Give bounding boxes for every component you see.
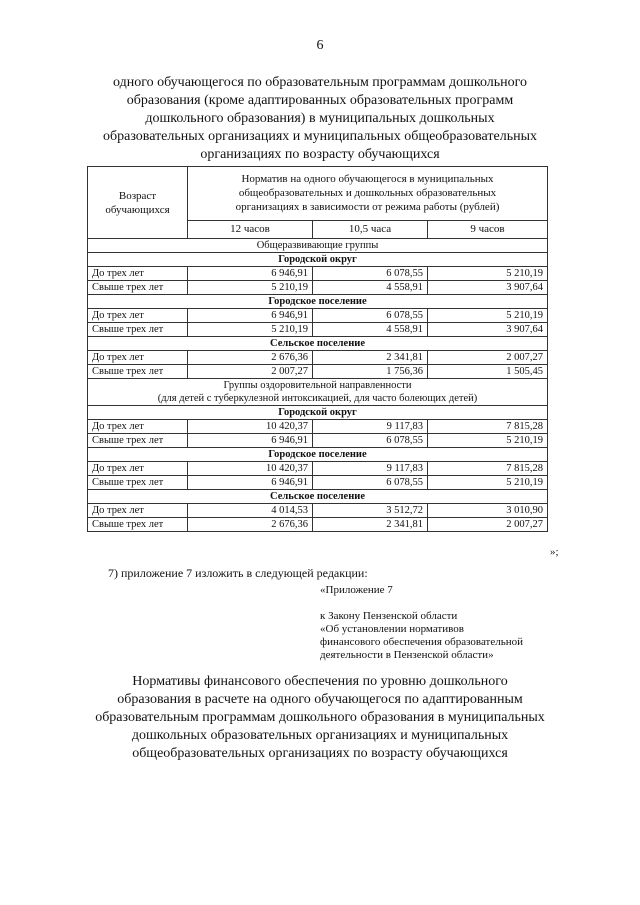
value-cell: 3 907,64 — [428, 281, 548, 295]
table-row — [88, 504, 548, 518]
age-cell: До трех лет — [88, 420, 188, 434]
heading-line: дошкольных образовательных организациях и муниципальных — [131, 728, 509, 743]
value-cell: 5 210,19 — [428, 267, 548, 281]
value-cell: 4 558,91 — [313, 323, 428, 337]
section-title: Городское поселение — [88, 448, 548, 462]
age-cell: Свыше трех лет — [88, 323, 188, 337]
norms-table-container — [87, 166, 547, 532]
value-cell: 6 946,91 — [188, 267, 313, 281]
table-body — [88, 239, 548, 532]
table-row — [88, 281, 548, 295]
value-cell: 5 210,19 — [428, 434, 548, 448]
table-head — [88, 167, 548, 239]
closing-quote: »; — [550, 546, 559, 558]
appendix-title: «Приложение 7 — [320, 584, 393, 596]
value-cell: 10 420,37 — [188, 462, 313, 476]
section-title: Городской округ — [88, 406, 548, 420]
value-cell: 2 007,27 — [428, 351, 548, 365]
age-cell: Свыше трех лет — [88, 434, 188, 448]
norms-table — [87, 166, 548, 532]
heading-line: одного обучающегося по образовательным программам дошкольного — [112, 75, 528, 90]
value-cell: 3 010,90 — [428, 504, 548, 518]
item-7-text: 7) приложение 7 изложить в следующей редакции: — [108, 566, 368, 580]
value-cell: 2 676,36 — [188, 518, 313, 532]
value-cell: 5 210,19 — [428, 476, 548, 490]
value-cell: 6 078,55 — [313, 267, 428, 281]
value-cell: 2 341,81 — [313, 518, 428, 532]
table-row — [88, 462, 548, 476]
table-row — [88, 434, 548, 448]
appendix-block — [320, 584, 570, 662]
heading-line: образовательных организациях и муниципальных общеобразовательных — [103, 129, 537, 144]
value-cell: 6 078,55 — [313, 476, 428, 490]
value-cell: 9 117,83 — [313, 462, 428, 476]
value-cell: 2 341,81 — [313, 351, 428, 365]
group-title-row: Общеразвивающие группы — [88, 239, 548, 253]
age-column-header: Возраст обучающихся — [88, 167, 188, 239]
value-cell: 3 907,64 — [428, 323, 548, 337]
value-cell: 1 756,36 — [313, 365, 428, 379]
value-cell: 6 078,55 — [313, 309, 428, 323]
age-cell: До трех лет — [88, 309, 188, 323]
mode-header-9h: 9 часов — [428, 220, 548, 238]
age-cell: Свыше трех лет — [88, 365, 188, 379]
value-cell: 7 815,28 — [428, 462, 548, 476]
table-row — [88, 420, 548, 434]
value-cell: 2 007,27 — [428, 518, 548, 532]
heading-line: общеобразовательных организациях по возрасту обучающихся — [132, 746, 508, 761]
section-title: Сельское поселение — [88, 490, 548, 504]
table-row — [88, 351, 548, 365]
mode-header-12h: 12 часов — [188, 220, 313, 238]
section-title: Сельское поселение — [88, 337, 548, 351]
value-cell: 6 946,91 — [188, 309, 313, 323]
value-cell: 5 210,19 — [188, 281, 313, 295]
table-row — [88, 323, 548, 337]
value-cell: 6 946,91 — [188, 434, 313, 448]
value-cell: 5 210,19 — [188, 323, 313, 337]
appendix-line: «Об установлении нормативов — [320, 623, 464, 635]
norm-column-header: Норматив на одного обучающегося в муниципальных общеобразовательных и дошкольных образовательных организациях в зависимости от режима работы (рублей) — [188, 167, 548, 221]
table-row — [88, 365, 548, 379]
value-cell: 9 117,83 — [313, 420, 428, 434]
section-title: Городской округ — [88, 253, 548, 267]
heading-line: дошкольного образования) в муниципальных дошкольных — [145, 111, 495, 126]
value-cell: 4 558,91 — [313, 281, 428, 295]
table-row — [88, 267, 548, 281]
heading-line: образования в расчете на одного обучающегося по адаптированным — [117, 692, 523, 707]
age-cell: До трех лет — [88, 504, 188, 518]
value-cell: 6 078,55 — [313, 434, 428, 448]
value-cell: 6 946,91 — [188, 476, 313, 490]
appendix-line: к Закону Пензенской области — [320, 610, 458, 622]
heading-line: образования (кроме адаптированных образовательных программ — [126, 93, 514, 108]
age-cell: До трех лет — [88, 462, 188, 476]
page-number: 6 — [316, 38, 324, 53]
age-cell: Свыше трех лет — [88, 281, 188, 295]
appendix-line: финансового обеспечения образовательной — [320, 636, 524, 648]
age-cell: Свыше трех лет — [88, 476, 188, 490]
age-cell: До трех лет — [88, 267, 188, 281]
value-cell: 1 505,45 — [428, 365, 548, 379]
heading-line: Нормативы финансового обеспечения по уровню дошкольного — [132, 674, 508, 689]
age-cell: Свыше трех лет — [88, 518, 188, 532]
section-title: Городское поселение — [88, 295, 548, 309]
appendix-line: деятельности в Пензенской области» — [320, 649, 494, 661]
value-cell: 7 815,28 — [428, 420, 548, 434]
value-cell: 3 512,72 — [313, 504, 428, 518]
bottom-heading — [70, 673, 570, 763]
value-cell: 5 210,19 — [428, 309, 548, 323]
value-cell: 4 014,53 — [188, 504, 313, 518]
table-row — [88, 309, 548, 323]
value-cell: 10 420,37 — [188, 420, 313, 434]
table-row — [88, 518, 548, 532]
table-row — [88, 476, 548, 490]
group-title-row: Группы оздоровительной направленности (для детей с туберкулезной интоксикацией, для часто болеющих детей) — [88, 379, 548, 406]
top-heading — [70, 74, 570, 164]
age-cell: До трех лет — [88, 351, 188, 365]
value-cell: 2 007,27 — [188, 365, 313, 379]
mode-header-10-5h: 10,5 часа — [313, 220, 428, 238]
heading-line: организациях по возрасту обучающихся — [200, 147, 440, 162]
value-cell: 2 676,36 — [188, 351, 313, 365]
heading-line: образовательным программам дошкольного образования в муниципальных — [95, 710, 545, 725]
